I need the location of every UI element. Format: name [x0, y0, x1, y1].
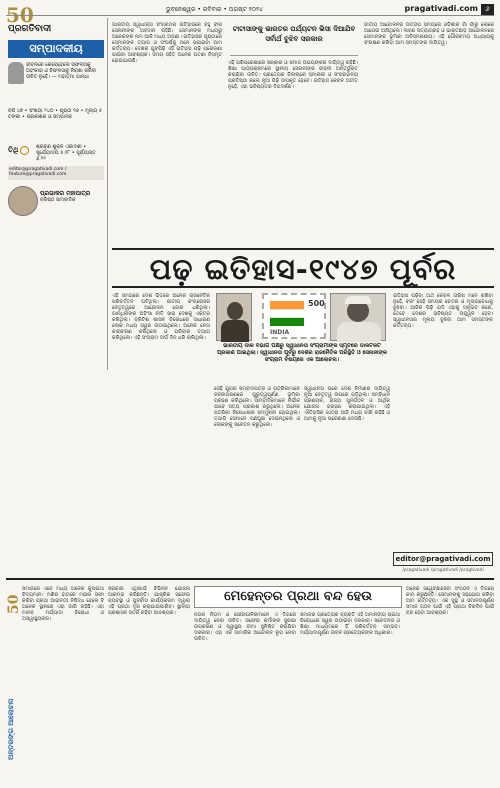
side-headline: ଟାଟାସାଙ୍କୁ ଭାରତର ପର୍ଯ୍ୟଟନ ଭିସା ଦିଆଯିବ ସର୍ବାର୍ଥ ବୁଝିବ ସରକାର [230, 24, 358, 56]
bottom-column-1: ସମାଜରେ ଏବେ ମଧ୍ୟ ଅନେକ କୁପ୍ରଥା ବିଦ୍ୟମାନ। ମଣିଷ ହାତରେ ମଇଳା ସଫା କରିବା ପ୍ରଥା ଆଇନତଃ ନିଷିଦ୍ଧ ହେଲେ ବି ଅନେକ ସ୍ଥାନରେ ଏହା ଜାରି ରହିଛି। ଏହା ମାନବ ମର୍ଯ୍ୟାଦା ବିରୋଧୀ ଓ ଅସ୍ୱାସ୍ଥ୍ୟକର। [22, 586, 104, 622]
columnist-byline [40, 190, 106, 214]
social-handles[interactable]: /pragativadi /pragativadi /pragtivadi [402, 568, 484, 573]
top-column-3: ଜାତୀୟ ଆନ୍ଦୋଳନର ଉତ୍ତାପ ସମୟରେ ଓଡ଼ିଶାର ଗାଁ ଗାଁରୁ ଲୋକେ ଆଗେଇ ଆସିଥିଲେ। ଲବଣ ସତ୍ୟାଗ୍ରହ ଓ ଭାରତଛାଡ଼ ଆନ୍ଦୋଳନରେ ସେମାନଙ୍କ ଭୂମିକା ଅବିସ୍ମରଣୀୟ। ଏହି ଗୌରବମୟ ଅଧ୍ୟାୟକୁ ସଂରକ୍ଷଣ କରିବା ଆମ ସମସ୍ତଙ୍କ ଦାୟିତ୍ୱ। [364, 22, 494, 46]
columnist-name: ପ୍ରଭାକର ମହାପାତ୍ର [40, 190, 91, 197]
columnist-role: ବରିଷ୍ଠ ସାମ୍ବାଦିକ [40, 197, 76, 203]
article-deck: ଭାରତୀୟ ଡାକ ବିଭାଗ ପକ୍ଷରୁ ସ୍ୱାଧୀନତା ସଂଗ୍ରାମୀଙ୍କ ସ୍ମୃତିରେ ଡାକଟିକଟ ପ୍ରକାଶ ପାଇଥିଲା। ସ୍ୱାଧୀନତା ପୂର୍ବରୁ ଦେଶର ରାଜନୈତିକ ପରିସ୍ଥିତି ଓ ସେନାନୀଙ୍କ ସଂଗ୍ରାମ ବିଷୟରେ ଏକ ଆଲୋଚନା। [217, 343, 387, 363]
tithi-label: ତିଥି [8, 146, 19, 154]
anniversary-logo: 50 [6, 3, 34, 27]
lower-column-2: ସେହି ଯୁଗର ସମ୍ବାଦପତ୍ର ଓ ପତ୍ରିକାମାନେ ଜନଜାଗରଣରେ ଗୁରୁତ୍ୱପୂର୍ଣ୍ଣ ଭୂମିକା ଗ୍ରହଣ କରିଥିଲେ। ସାମ୍ବାଦିକମାନେ ନିର୍ଭୀକ ଭାବେ ସତ୍ୟ ପ୍ରକାଶ କରୁଥିଲେ। ଅନେକ ପତ୍ରିକା ନିଷେଧାଜ୍ଞାର ସମ୍ମୁଖୀନ ହୋଇଥିଲା। ତଥାପି ସେମାନେ ପଛଘୁଞ୍ଚା ଦେଇନଥିଲେ ଓ ଲୋକଙ୍କୁ ସଚେତନ କରୁଥିଲେ। [214, 386, 300, 428]
editorial-column [6, 18, 108, 370]
bottom-column-3: ନଗର ନିଗମ ଓ ପୌରପାଳିକାମାନେ ଏ ଦିଗରେ ଦାୟିତ୍ୱ ନେବା ଉଚିତ। ସଫେଇ କର୍ମୀଙ୍କ ସୁରକ୍ଷା ଉପକରଣ ଓ ସ୍ୱାସ୍ଥ୍ୟ ବୀମା ସୁନିଶ୍ଚିତ କରାଯିବା ଦରକାର। ଏହା ଏକ ସାମାଜିକ ଆନ୍ଦୋଳନ ରୂପ ନେବା ଉଚିତ। [194, 612, 296, 642]
main-headline: ପଢ଼ ଇତିହାସ-୧୯୪୭ ପୂର୍ବର [112, 248, 494, 288]
section-title: ସମ୍ପାଦକୀୟ [8, 40, 104, 58]
stamp-label: INDIA [270, 329, 290, 336]
gandhi-portrait [8, 62, 24, 84]
bottom-column-2: ସରକାର ଏଥିପାଇଁ ବିଭିନ୍ନ ଯୋଜନା ଆରମ୍ଭ କରିଛନ୍ତି। ଯାନ୍ତ୍ରିକ ସଫେଇ ବ୍ୟବସ୍ଥା ଓ ପୁନର୍ବାସ କାର୍ଯ୍ୟକ୍ରମ ଦ୍ୱାରା ଏହି ପ୍ରଥା ଦୂର କରାଯାଇପାରିବ। ସ୍ଥାନୀୟ ପ୍ରଶାସନ ସତର୍କ ରହିବା ଆବଶ୍ୟକ। [108, 586, 190, 616]
columnist-avatar [8, 186, 38, 216]
lower-column-1: ଏହି ସମୟରେ ଦେଶ ଭିତରେ ଅନେକ ରାଜନୈତିକ ପରିବର୍ତ୍ତନ ଘଟିଥିଲା। ଜାତୀୟ କଂଗ୍ରେସର ନେତୃତ୍ୱରେ ଆନ୍ଦୋଳନ ଜୋର ଧରିଥିଲା। ଗାନ୍ଧିଜୀଙ୍କ ଅହିଂସା ନୀତି ସାରା ଦେଶକୁ ଏକତ୍ର କରିଥିଲା। ବ୍ରିଟିଶ ଶାସନ ବିରୋଧରେ ସାଧାରଣ ଲୋକ ମଧ୍ୟ ସ୍ୱର ଉଠାଇଥିଲେ। ଅନେକ ନେତା କାରାବରଣ କରିଥିଲେ ଓ ପରିବାର ତ୍ୟାଗ କରିଥିଲେ। ଏହି ସଂଗ୍ରାମ ଦୀର୍ଘ ଦିନ ଧରି ଚାଲିଥିଲା। [112, 293, 210, 341]
site-link[interactable]: pragativadi.com [404, 4, 478, 13]
top-column-1: ଭାରତୀୟ ସ୍ୱାଧୀନତା ସଂଗ୍ରାମର ଇତିହାସରେ ବହୁ ବୀର ସେନାନୀଙ୍କ ଅବଦାନ ରହିଛି। ସେମାନଙ୍କ ମଧ୍ୟରୁ ଅନେକଙ୍କ ନାମ ଆଜି ମଧ୍ୟ ଅଜଣା। ଇତିହାସର ପୃଷ୍ଠାରେ ସେମାନଙ୍କ ତ୍ୟାଗ ଓ ସଂଘର୍ଷକୁ ମନେ ପକାଇବା ଆମ କର୍ତ୍ତବ୍ୟ। ଦେଶର ଯୁବପିଢ଼ି ଏହି ଇତିହାସ ପଢ଼ି ପ୍ରେରଣା ପାଇବା ଆବଶ୍ୟକ। ସମୟ ସହିତ ଅନେକ ଘଟଣା ବିସ୍ମୃତ ହୋଇଯାଉଛି। [112, 22, 222, 64]
postage-stamp [262, 293, 326, 339]
bottom-column-4: ସମାଜର ପ୍ରତ୍ୟେକ ବ୍ୟକ୍ତି ଏହି ଅମାନବୀୟ ପ୍ରଥା ବିରୋଧରେ ସ୍ୱର ଉଠାଇବା ଦରକାର। ସଚେତନତା ଓ ଶିକ୍ଷା ମାଧ୍ୟମରେ ହିଁ ପରିବର୍ତ୍ତନ ସମ୍ଭବ। ମର୍ଯ୍ୟାଦାପୂର୍ଣ୍ଣ ଜୀବନ ପ୍ରତ୍ୟେକଙ୍କ ଅଧିକାର। [300, 612, 400, 636]
bottom-headline: ମେହେନ୍ତର ପ୍ରଥା ବନ୍ଦ ହେଉ [194, 586, 402, 608]
page-header [6, 4, 494, 16]
side-section-label: ଅନ୍ତରଙ୍ଗ ଆଲୋଚନା [7, 698, 15, 760]
publication-meta: ବର୍ଷ ୪୭ • ସଂଖ୍ୟା ୨୪୦ • ପୃଷ୍ଠା ୧୬ • ମୂଲ୍ୟ ୫ ଟଙ୍କା • ପ୍ରକାଶକ ଓ ସମ୍ପାଦକ [8, 108, 102, 120]
lower-column-4: ଇତିହାସ ପଢ଼ିବା ଅର୍ଥ କେବଳ ତାରିଖ ମନେ ରଖିବା ନୁହେଁ, ବରଂ ସେହି ସମୟର ଚେତନା ଓ ମୂଲ୍ୟବୋଧକୁ ବୁଝିବା। ଆଜିର ପିଢ଼ି ଯଦି ଏହାକୁ ଅନୁଭବ କରେ, ତେବେ ଦେଶର ଭବିଷ୍ୟତ ଉଜ୍ଜ୍ୱଳ ହେବ। ସ୍ୱାଧୀନତାର ମୂଲ୍ୟ ବୁଝିବା ଆମ ସମସ୍ତଙ୍କ କର୍ତ୍ତବ୍ୟ। [393, 293, 493, 329]
lower-column-3: ସ୍ୱାଧୀନତା ପରେ ଦେଶ ନିର୍ମାଣର ଦାୟିତ୍ୱ ନୂଆ ନେତୃତ୍ୱ ଉପରେ ପଡ଼ିଥିଲା। ସମ୍ବିଧାନ ପ୍ରଣୟନ, ରାଜ୍ୟ ପୁନର୍ଗଠନ ଓ ଆର୍ଥିକ ଯୋଜନା ଗ୍ରହଣ କରାଯାଇଥିଲା। ଏହି ଐତିହାସିକ ଯାତ୍ରା ଆଜି ମଧ୍ୟ ଜାରି ରହିଛି ଓ ଆମକୁ ନୂଆ ପ୍ରେରଣା ଦେଉଛି। [304, 386, 390, 422]
brand-name: ପ୍ରଗତିବାଦୀ [8, 24, 52, 34]
quote-text: ଜୀବନରେ କେବେହେଲେ ସଫଳତାକୁ ଅହଂକାର ଓ ବିଫଳତାକୁ ନିରାଶା କରିବା ଉଚିତ ନୁହେଁ। — ମହାତ୍ମା ଗାନ୍ଧୀ [26, 62, 97, 80]
date-line: ଭୁବନେଶ୍ୱର • ରବିବାର • ଅଗଷ୍ଟ ୨୦୨୪ [166, 6, 263, 13]
flag-icon [270, 301, 304, 327]
sun-icon [20, 146, 29, 155]
tithi-text: ଶ୍ରାବଣ ଶୁକ୍ଳ ଏକାଦଶୀ • ସୂର୍ଯ୍ୟୋଦୟ ୫.୧୮ • ସୂର୍ଯ୍ୟାସ୍ତ ୬.୨୨ [36, 144, 96, 162]
editor-email-link[interactable]: editor@pragativadi.com [393, 552, 493, 566]
leader-photo [330, 293, 386, 341]
bottom-article [6, 578, 494, 782]
editors-contact[interactable]: editor@pragativadi.com / feature@pragativadi.com [8, 166, 104, 180]
page-number: ୬ [481, 4, 494, 15]
top-column-2: ଏହି ପରିପ୍ରେକ୍ଷୀରେ ସରକାର ଓ ସମାଜ ଉଭୟଙ୍କର ଦାୟିତ୍ୱ ରହିଛି। ଶିକ୍ଷା ପାଠ୍ୟକ୍ରମରେ ସ୍ଥାନୀୟ ସେନାନୀଙ୍କ ଜୀବନୀ ଅନ୍ତର୍ଭୁକ୍ତ କରାଯିବା ଉଚିତ। ପ୍ରତ୍ୟେକ ଜିଲ୍ଲାରେ ସ୍ମାରକୀ ଓ ସଂଗ୍ରହାଳୟ ପ୍ରତିଷ୍ଠା କଲେ ନୂଆ ପିଢ଼ି ଉପକୃତ ହେବେ। ଇତିହାସ କେବଳ ଅତୀତ ନୁହେଁ, ଏହା ଭବିଷ୍ୟତର ଦିଗଦର୍ଶକ। [228, 60, 358, 90]
side-number: 50 [6, 594, 22, 614]
stamp-value: 500 [308, 299, 325, 308]
freedom-fighter-photo [216, 293, 252, 341]
bottom-column-5: ଅନେକ ସ୍ୱେଚ୍ଛାସେବୀ ସଂଗଠନ ଏ ଦିଗରେ କାମ କରୁଛନ୍ତି। ସେମାନଙ୍କୁ ସହଯୋଗ କରିବା ଆମ କର୍ତ୍ତବ୍ୟ। ଏକ ସୁସ୍ଥ ଓ ସମାନତାପୂର୍ଣ୍ଣ ସମାଜ ଗଠନ ପାଇଁ ଏହି ପ୍ରଥା ଚିରଦିନ ପାଇଁ ବନ୍ଦ ହେବା ଆବଶ୍ୟକ। [406, 586, 494, 616]
